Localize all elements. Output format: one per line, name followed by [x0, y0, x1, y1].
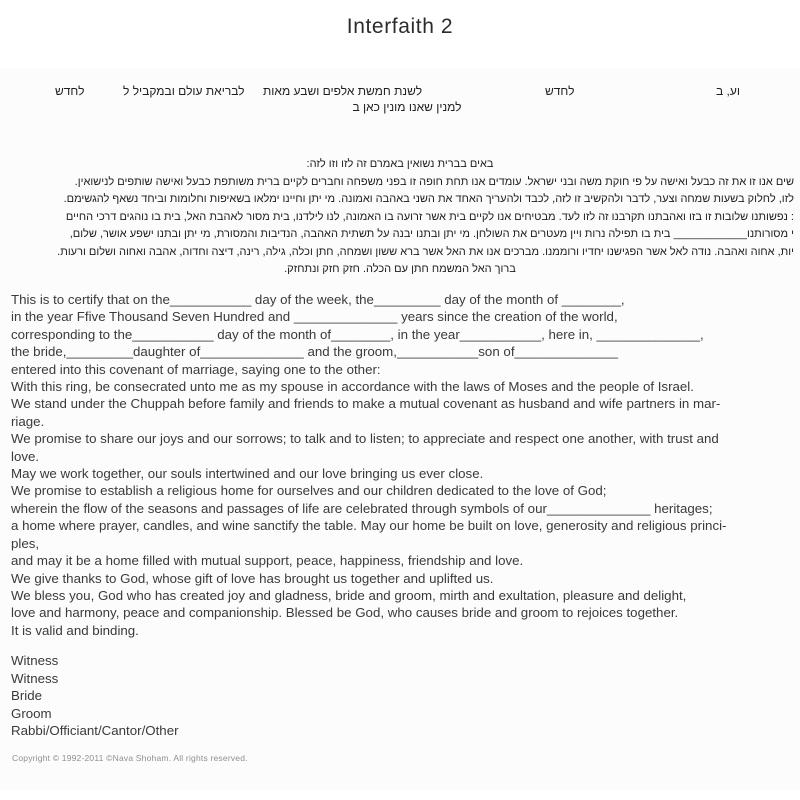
english-line: corresponding to the___________ day of the month of________, in the year___________, here in, ______________,	[11, 326, 704, 342]
signature-block	[11, 652, 179, 740]
copyright-notice: Copyright © 1992-2011 ©Nava Shoham. All rights reserved.	[12, 753, 248, 763]
signature-label-groom: Groom	[11, 705, 52, 721]
english-line: It is valid and binding.	[11, 622, 139, 638]
english-line: We promise to establish a religious home for ourselves and our children dedicated to the love of God;	[11, 483, 607, 499]
english-line: May we work together, our souls intertwined and our love bringing us ever close.	[11, 466, 484, 482]
hebrew-date-field: לשנת חמשת אלפים ושבע מאות	[263, 84, 423, 98]
hebrew-date-field: וע, ב	[716, 84, 740, 98]
english-line: entered into this covenant of marriage, saying one to the other:	[11, 361, 381, 377]
document-title: Interfaith 2	[346, 15, 454, 38]
hebrew-body-line: יות, אחוה ואהבה. נודה לאל אשר הפגישנו יחדיו ורוממנו. מברכים אנו את האל אשר ברא ששון ושמחה, חתן וכלה, גילה, רינה, דיצה וחדוה, אהבה ואחוה ושלום ורעות.	[57, 245, 794, 258]
signature-label-officiant: Rabbi/Officiant/Cantor/Other	[11, 723, 179, 738]
english-line: and may it be a home filled with mutual support, peace, happiness, friendship and love.	[11, 553, 524, 569]
english-line: ples,	[11, 535, 40, 551]
hebrew-text-block	[6, 156, 794, 279]
english-line: With this ring, be consecrated unto me as my spouse in accordance with the laws of Moses and the people of Israel.	[11, 379, 694, 395]
english-line: wherein the flow of the seasons and passages of life are celebrated through symbols of our______________ heritages;	[11, 500, 713, 516]
english-line: love.	[11, 448, 40, 464]
signature-label-witness-1: Witness	[11, 653, 59, 668]
english-line: love and harmony, peace and companionship. Blessed be God, who causes bride and groom to rejoices together.	[11, 605, 679, 621]
english-line: We stand under the Chuppah before family and friends to make a mutual covenant as husband and wife partners in mar-	[11, 396, 721, 412]
english-line: This is to certify that on the___________ day of the week, the_________ day of the month of ________,	[11, 292, 625, 307]
english-line: in the year Ffive Thousand Seven Hundred and ______________ years since the creation of the world,	[11, 309, 618, 325]
signature-label-witness-2: Witness	[11, 670, 59, 686]
english-line: We promise to share our joys and our sorrows; to talk and to listen; to appreciate and respect one another, with trust and	[11, 431, 719, 447]
english-line: We bless you, God who has created joy and gladness, bride and groom, mirth and exultation, pleasure and delight,	[11, 587, 687, 603]
hebrew-closing-blessing: ברוך האל המשמח חתן עם הכלה. חזק חזק ונתחזק.	[284, 263, 516, 275]
hebrew-date-field: לחדש	[545, 84, 575, 98]
hebrew-date-field: לחדש	[55, 84, 85, 98]
hebrew-body-line: : נפשותנו שלובות זו בזו ואהבתנו תקרבנו זה לזו לעד. מבטיחים אנו לקיים בית אשר זרועה בו האמונה, לנו לילדנו, בית מסור לאהבת האל, בית בו נוהגים דרכי החיים	[65, 210, 794, 223]
hebrew-counting-line: למנין שאנו מונין כאן ב	[352, 100, 462, 114]
hebrew-body-line: י מסורותנו____________ בית בו תפילה נרות ויין מעטרים את השולחן. מי יתן ובתנו יבנה על תשתית האהבה, הנדיבות והמסורת, מי יתן ובתנו ישפע אושר, שלום,	[69, 228, 794, 240]
signature-label-bride: Bride	[11, 688, 43, 703]
english-line: We give thanks to God, whose gift of love has brought us together and uplifted us.	[11, 570, 494, 586]
english-line: the bride,_________daughter of______________ and the groom,___________son of______________	[11, 344, 619, 360]
english-line: a home where prayer, candles, and wine sanctify the table. May our home be built on love, generosity and religious princi-	[11, 518, 727, 534]
hebrew-body-line: לזו, לחלוק בשעות שמחה וצער, לדבר ולהקשיב זו לזה, לכבד ולהעריך האחד את השני באהבה ואמונה. מי יתן וחיינו ימלאו בשאיפות וחלומות וביחד נשאף להגשימם.	[63, 193, 794, 205]
hebrew-opening-line: באים בברית נשואין באמרם זה לזו וזו לזה:	[306, 158, 494, 170]
english-line: riage.	[11, 413, 45, 429]
hebrew-date-fill-in-row	[0, 84, 800, 100]
hebrew-body-line: שים אנו זו את זה כבעל ואישה על פי חוקת משה ובני ישראל. עומדים אנו תחת חופה זו בפני משפחה וחברים לקיים ברית משותפת כבעל ואישה שותפים לנישואין.	[74, 175, 794, 188]
english-text-block	[11, 291, 796, 639]
hebrew-date-field: לבריאת עולם ובמקביל ל	[123, 84, 245, 98]
